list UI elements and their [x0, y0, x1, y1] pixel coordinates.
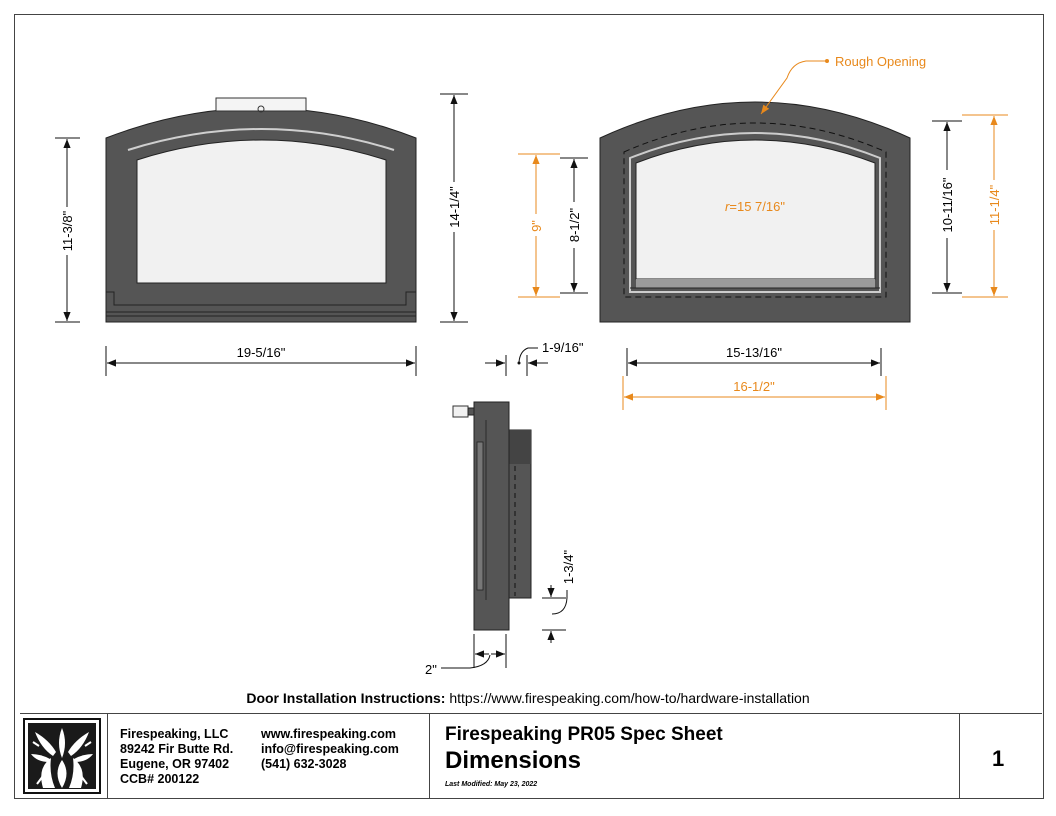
page-number: 1	[992, 746, 1005, 771]
side-view	[425, 402, 576, 677]
front-glass	[137, 140, 386, 283]
instructions-label: Door Installation Instructions:	[246, 690, 446, 706]
front-handle	[216, 98, 306, 111]
company-info	[120, 727, 233, 787]
contact-info	[261, 727, 399, 772]
side-handle-knob	[453, 406, 468, 417]
rear-width-orange-label: 16-1/2"	[733, 379, 775, 394]
front-width-label: 19-5/16"	[236, 345, 286, 360]
installation-instructions	[0, 690, 1056, 706]
company-ccb: CCB# 200122	[120, 772, 200, 786]
side-thickness-label: 2"	[425, 662, 437, 677]
contact-email[interactable]: info@firespeaking.com	[261, 742, 399, 756]
radius-label: r=15 7/16"	[725, 199, 785, 214]
front-height-right-label: 14-1/4"	[447, 186, 462, 228]
firespeaking-logo	[23, 718, 101, 794]
rear-height-orange-label: 11-1/4"	[987, 184, 1002, 226]
contact-website[interactable]: www.firespeaking.com	[261, 727, 396, 741]
rear-height-label: 10-11/16"	[940, 177, 955, 233]
front-view	[55, 94, 468, 376]
company-name: Firespeaking, LLC	[120, 727, 229, 741]
front-height-left-label: 11-3/8"	[60, 210, 75, 252]
contact-phone: (541) 632-3028	[261, 757, 347, 771]
last-modified: Last Modified: May 23, 2022	[445, 781, 538, 788]
sheet-subtitle: Dimensions	[445, 747, 582, 774]
title-block	[20, 713, 1042, 799]
instructions-link[interactable]: https://www.firespeaking.com/how-to/hardware-installation	[445, 690, 810, 706]
rear-view	[485, 54, 1008, 410]
sheet-title: Firespeaking PR05 Spec Sheet	[445, 724, 723, 745]
rough-opening-label: Rough Opening	[835, 54, 927, 69]
side-glass-edge	[477, 442, 483, 590]
rear-width-label: 15-13/16"	[726, 345, 782, 360]
rear-glass-height-orange-label: 9"	[529, 220, 544, 232]
side-depth-label: 1-3/4"	[561, 549, 576, 585]
company-street: 89242 Fir Butte Rd.	[120, 742, 234, 756]
rear-offset-label: 1-9/16"	[542, 340, 584, 355]
rear-glass-height-label: 8-1/2"	[567, 207, 582, 243]
company-city: Eugene, OR 97402	[120, 757, 230, 771]
